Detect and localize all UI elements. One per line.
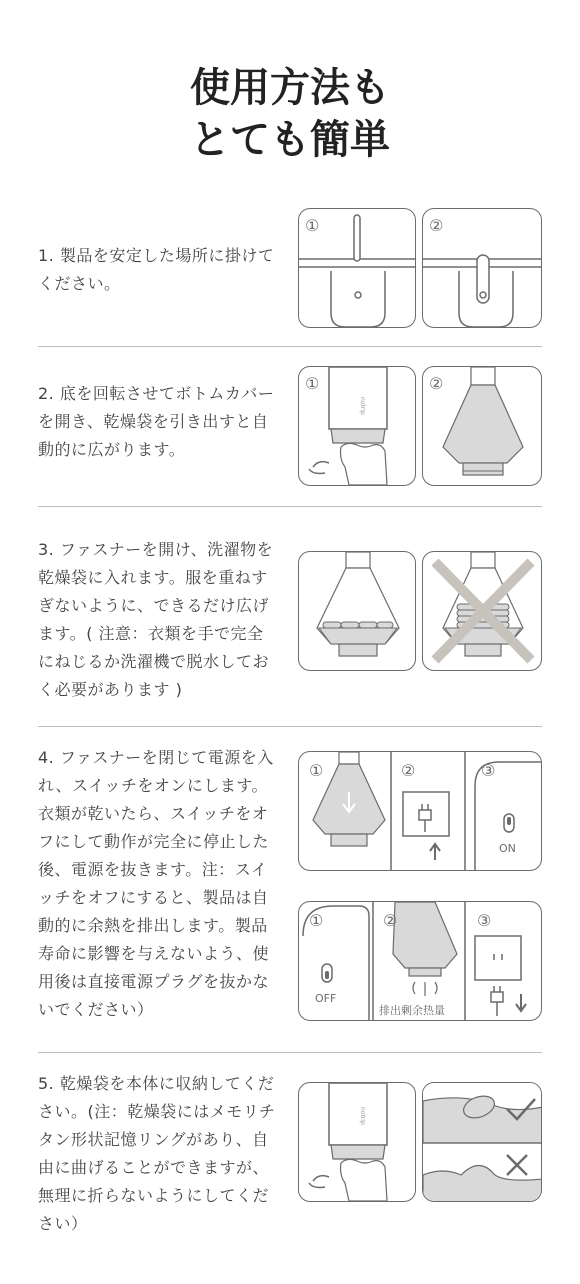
step-5-figure-1 (298, 1082, 416, 1202)
step-1-figure-1 (298, 208, 416, 328)
on-label: ON (499, 842, 516, 855)
circled-number-icon: ③ (481, 761, 496, 780)
step-2-text: 2. 底を回転させてボトムカバーを開き、乾燥袋を引き出すと自動的に広がります。 (38, 384, 275, 459)
circled-number-icon: ③ (477, 911, 492, 930)
step-3-text: 3. ファスナーを開け、洗濯物を乾燥袋に入れます。服を重ねすぎないように、できるだけ広げます。( 注意：衣類を手で完全にねじるか洗濯機で脱水しておく必要があります ) (38, 540, 274, 699)
step-3-figure-1 (298, 551, 416, 671)
heat-label: 排出剰余热量 (379, 1004, 445, 1017)
step-1-figure-2 (422, 208, 542, 328)
circled-number-icon: ① (309, 761, 324, 780)
title-line-2: とても簡単 (190, 117, 390, 163)
circled-number-icon: ② (429, 216, 444, 235)
off-label: OFF (315, 992, 337, 1005)
step-1-text: 1. 製品を安定した場所に掛けてください。 (38, 246, 275, 293)
brand-label: notrip (359, 1107, 366, 1125)
divider (38, 506, 542, 507)
page-title (0, 62, 580, 166)
step-4-figure-on (298, 751, 542, 871)
divider (38, 1052, 542, 1053)
circled-number-icon: ① (309, 911, 324, 930)
brand-label: notrip (359, 397, 366, 415)
divider (38, 726, 542, 727)
circled-number-icon: ① (305, 216, 320, 235)
circled-number-icon: ② (383, 911, 398, 930)
step-5-text: 5. 乾燥袋を本体に収納してください。(注：乾燥袋にはメモリチタン形状記憶リングがあり、自由に曲げることができますが、無理に折らないようにしてください） (38, 1074, 276, 1233)
circled-number-icon: ② (429, 374, 444, 393)
step-5-figure-2 (422, 1082, 542, 1202)
step-4-figure-off (298, 901, 542, 1021)
step-2-figure-1 (298, 366, 416, 486)
circled-number-icon: ② (401, 761, 416, 780)
circled-number-icon: ① (305, 374, 320, 393)
step-4-text: 4. ファスナーを閉じて電源を入れ、スイッチをオンにします。衣類が乾いたら、スイッチをオフにして動作が完全に停止した後、電源を抜きます。注：スイッチをオフにすると、製品は自動的に余熱を排出します。製品寿命に影響を与えないよう、使用後は直接電源プラグを抜かないでください） (38, 748, 274, 1019)
step-3-figure-2 (422, 551, 542, 671)
step-2-figure-2 (422, 366, 542, 486)
title-line-1: 使用方法も (190, 65, 390, 111)
divider (38, 346, 542, 347)
